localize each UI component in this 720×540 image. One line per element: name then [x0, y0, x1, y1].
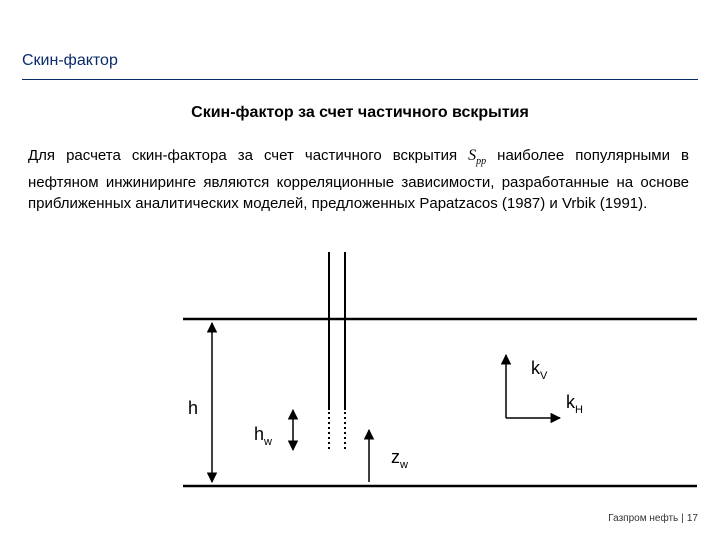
skin-symbol-main: S [468, 147, 477, 164]
slide-title: Скин-фактор [22, 52, 118, 69]
label-h: h [188, 398, 199, 418]
paragraph-text-start: Для расчета скин-фактора за счет частичного вскрытия [28, 147, 469, 164]
page-number: 17 [686, 513, 698, 524]
footer-separator: | [681, 513, 684, 524]
skin-symbol-sub: pp [476, 156, 487, 168]
label-hw: $h_w$ [254, 424, 272, 448]
section-subtitle: Скин-фактор за счет частичного вскрытия [191, 104, 529, 121]
label-kv: $k_V$ [531, 358, 548, 382]
footer [608, 513, 698, 524]
label-kh: $k_H$ [566, 392, 583, 416]
label-zw: $z_w$ [391, 447, 408, 471]
paragraph-text-end: наиболее популярными в нефтяном инжиниринге являются корреляционные зависимости, разработанные на основе приближенных аналитических моделей, предложенных Papatzacos (1987) и Vrbik (1991). [28, 147, 689, 213]
footer-company: Газпром нефть [608, 513, 679, 524]
